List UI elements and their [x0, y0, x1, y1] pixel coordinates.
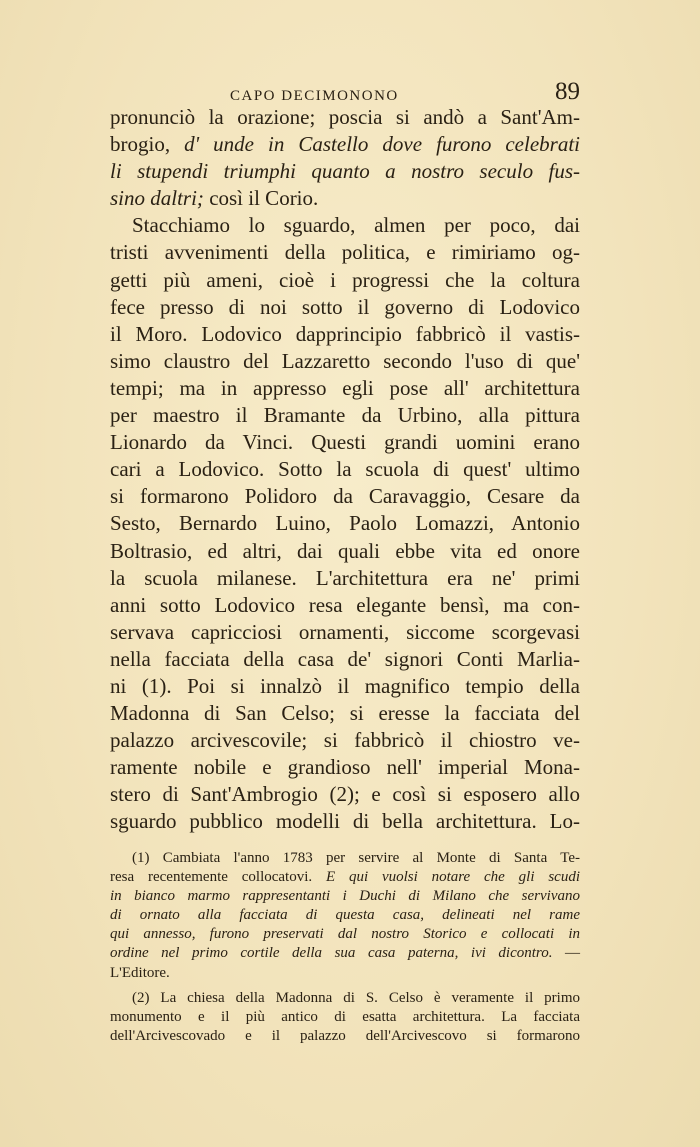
- footnote-line: [110, 1008, 580, 1027]
- footnote-1: [110, 849, 580, 983]
- text-segment: nella facciata della casa de' signori Conti Marlia-: [110, 646, 580, 671]
- text-line: [110, 619, 580, 646]
- text-segment: simo claustro del Lazzaretto secondo l'uso di que': [110, 348, 580, 373]
- text-line: [110, 592, 580, 619]
- text-segment: ramente nobile e grandioso nell' imperial Mona-: [110, 755, 580, 780]
- text-line: [110, 104, 580, 131]
- text-line: [110, 321, 580, 348]
- text-segment: pronunciò la orazione; poscia si andò a Sant'Am-: [110, 105, 580, 129]
- text-segment: la scuola milanese. L'architettura era ne' primi: [110, 565, 580, 590]
- text-segment: Sesto, Bernardo Luino, Paolo Lomazzi, Antonio: [110, 511, 580, 536]
- text-segment: Madonna di San Celso; si eresse la facciata del: [110, 701, 580, 726]
- body-text: [110, 104, 580, 836]
- text-segment: tempi; ma in appresso egli pose all' architettura: [110, 375, 580, 400]
- text-segment: fece presso di noi sotto il governo di Lodovico: [110, 294, 580, 319]
- text-segment: così il Corio.: [203, 186, 319, 211]
- footnote-line: [110, 906, 580, 925]
- text-line: [110, 212, 580, 239]
- text-line: [110, 158, 580, 185]
- text-line: [110, 294, 580, 321]
- text-line: [110, 483, 580, 510]
- text-line: [110, 781, 580, 808]
- text-line: [110, 429, 580, 456]
- text-segment: stero di Sant'Ambrogio (2); e così si esposero allo: [110, 782, 580, 807]
- text-segment: dell'Arcivescovado e il palazzo dell'Arcivescovo si formarono: [110, 1027, 580, 1044]
- text-segment: L'Editore.: [110, 964, 170, 981]
- text-line: [110, 375, 580, 402]
- text-line: [110, 727, 580, 754]
- text-segment: per maestro il Bramante da Urbino, alla pittura: [110, 403, 580, 428]
- footnote-line: [110, 989, 580, 1008]
- text-segment: Lionardo da Vinci. Questi grandi uomini erano: [110, 430, 580, 455]
- text-line: [110, 402, 580, 429]
- footnotes: [110, 849, 580, 1046]
- text-line: [110, 646, 580, 673]
- text-segment: servava capricciosi ornamenti, siccome scorgevasi: [110, 619, 580, 644]
- text-segment: si formarono Polidoro da Caravaggio, Cesare da: [110, 484, 580, 509]
- text-line: [110, 565, 580, 592]
- text-segment: —: [552, 945, 580, 962]
- footnote-line: [110, 887, 580, 906]
- text-line: [110, 267, 580, 294]
- text-segment: palazzo arcivescovile; si fabbricò il chiostro ve-: [110, 728, 580, 753]
- text-segment: getti più ameni, cioè i progressi che la coltura: [110, 267, 580, 292]
- text-line: [110, 131, 580, 158]
- page-number: 89: [555, 78, 580, 105]
- italic-text: in bianco marmo rappresentanti i Duchi di Milano che servivano: [110, 888, 580, 905]
- footnote-2: [110, 989, 580, 1046]
- text-line: [110, 673, 580, 700]
- text-line: [110, 185, 580, 212]
- italic-text: qui annesso, furono preservati dal nostro Storico e collocati in: [110, 926, 580, 943]
- footnote-line: [110, 868, 580, 887]
- footnote-line: [110, 925, 580, 944]
- text-segment: resa recentemente collocatovi.: [110, 869, 326, 886]
- text-segment: (1) Cambiata l'anno 1783 per servire al Monte di Santa Te-: [132, 850, 580, 866]
- text-line: [110, 348, 580, 375]
- text-line: [110, 510, 580, 537]
- text-segment: sguardo pubblico modelli di bella architettura. Lo-: [110, 809, 580, 834]
- text-segment: (2) La chiesa della Madonna di S. Celso è veramente il primo: [132, 989, 580, 1006]
- text-segment: Stacchiamo lo sguardo, almen per poco, dai: [132, 213, 580, 238]
- italic-text: ordine nel primo cortile della sua casa paterna, ivi dicontro.: [110, 945, 553, 962]
- footnote-line: [110, 944, 580, 963]
- text-segment: brogio,: [110, 132, 185, 157]
- text-segment: Boltrasio, ed altri, dai quali ebbe vita ed onore: [110, 538, 580, 563]
- running-head: CAPO DECIMONONO: [230, 88, 399, 104]
- text-line: [110, 700, 580, 727]
- footnote-line: [110, 1027, 580, 1046]
- italic-text: d' unde in Castello dove furono celebrati: [184, 132, 580, 157]
- italic-text: sino daltri;: [110, 186, 204, 211]
- text-segment: il Moro. Lodovico dapprincipio fabbricò il vastis-: [110, 321, 580, 346]
- text-line: [110, 808, 580, 835]
- text-segment: ni (1). Poi si innalzò il magnifico tempio della: [110, 673, 580, 698]
- text-line: [110, 456, 580, 483]
- text-segment: anni sotto Lodovico resa elegante bensì, ma con-: [110, 592, 580, 617]
- text-segment: cari a Lodovico. Sotto la scuola di quest' ultimo: [110, 457, 580, 482]
- italic-text: di ornato alla facciata di questa casa, delineati nel rame: [110, 907, 580, 924]
- text-segment: monumento e il più antico di esatta architettura. La facciata: [110, 1008, 580, 1025]
- footnote-line: [110, 849, 580, 868]
- text-line: [110, 754, 580, 781]
- text-segment: tristi avvenimenti della politica, e rimiriamo og-: [110, 240, 580, 265]
- text-line: [110, 239, 580, 266]
- footnote-line: [110, 964, 580, 983]
- italic-text: E qui vuolsi notare che gli scudi: [325, 869, 580, 886]
- italic-text: li stupendi triumphi quanto a nostro seculo fus-: [110, 159, 580, 184]
- text-line: [110, 538, 580, 565]
